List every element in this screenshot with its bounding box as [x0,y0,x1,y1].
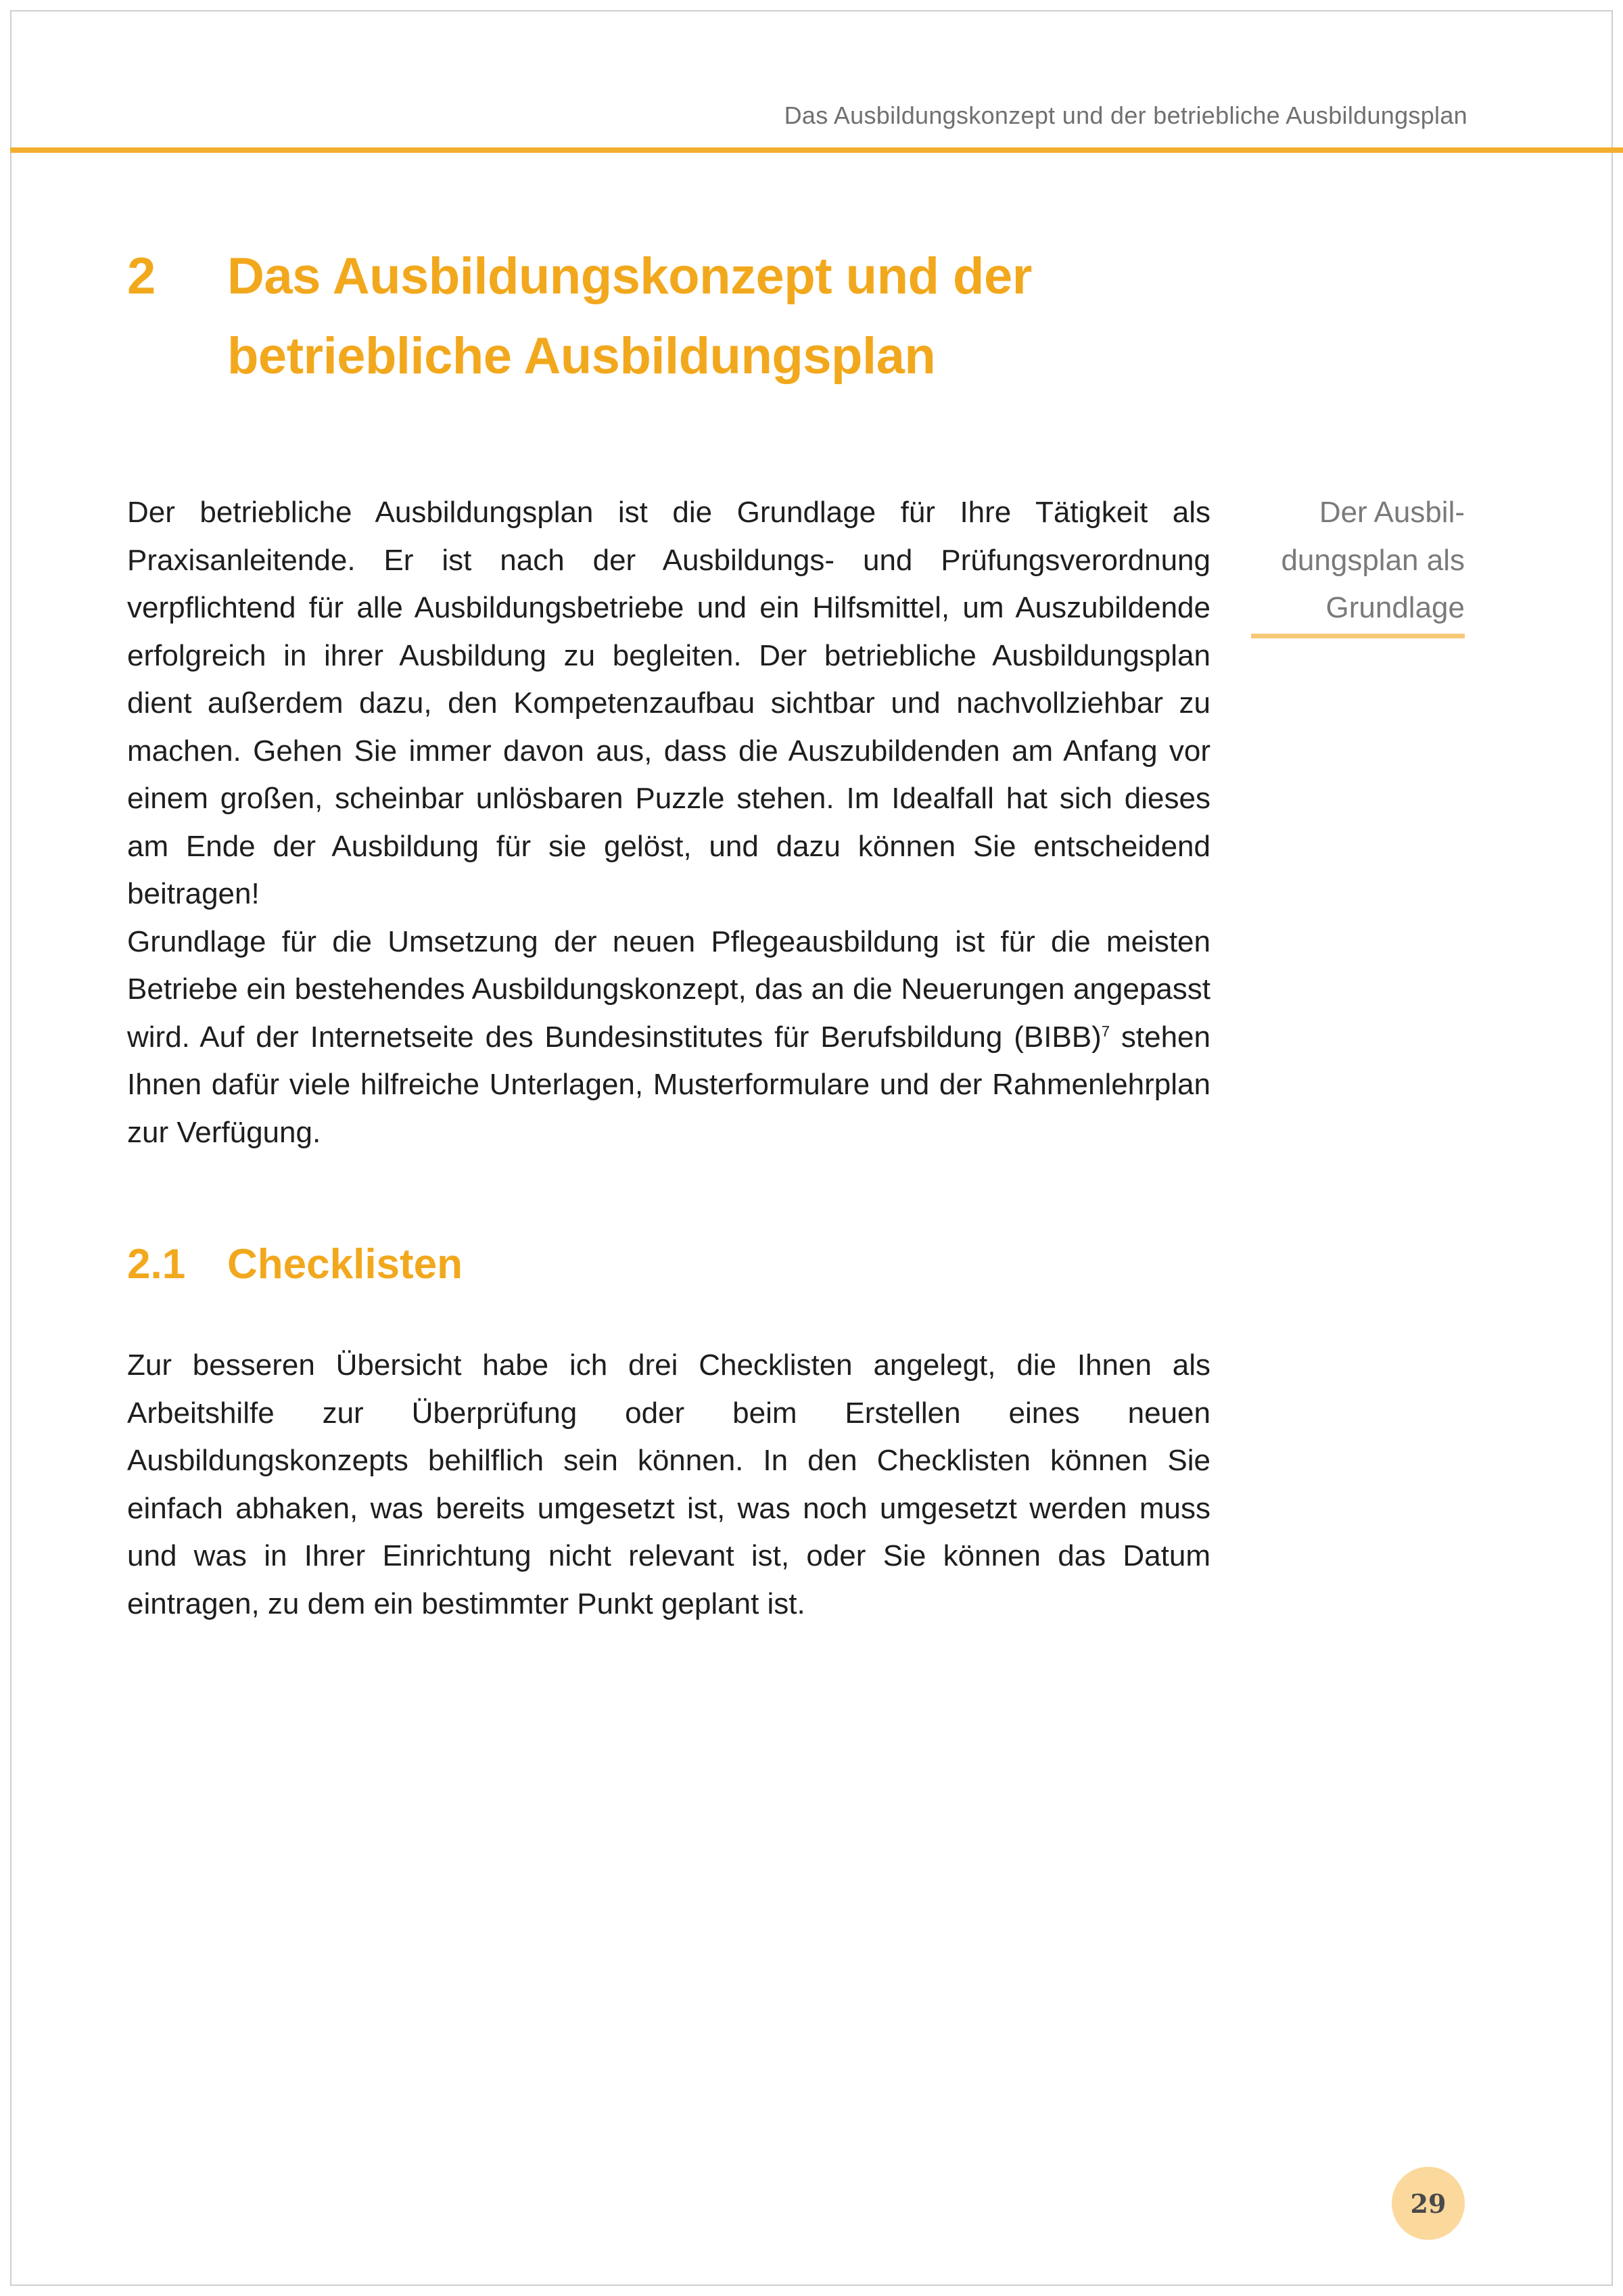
margin-note-line-3: Grundlage [1325,591,1465,624]
margin-note-line-2: dungsplan als [1281,543,1465,577]
chapter-title [227,237,1242,396]
margin-note-line-1: Der Ausbil- [1319,496,1465,529]
margin-note-rule [1251,634,1465,638]
paragraph-2-text-end: stehen Ihnen dafür viele hilfreiche Unterlagen, Musterformulare und der Rahmenlehrplan zur Verfügung. [127,1020,1210,1149]
section-number: 2.1 [127,1241,186,1288]
body-paragraph-1 [127,489,1210,1156]
body-paragraph-3 [127,1342,1210,1628]
running-header: Das Ausbildungskonzept und der betriebliche Ausbildungsplan [784,101,1467,129]
page-number-badge: 29 [1392,2167,1465,2240]
chapter-title-line-1: Das Ausbildungskonzept und der [227,248,1032,305]
paragraph-1-text: Der betriebliche Ausbildungsplan ist die Grundlage für Ihre Tätigkeit als Praxisanleitende. Er ist nach der Ausbildungs- und Prüfungsverordnung verpflichtend für alle Ausbildungsbetriebe und ein Hilfsmittel, um Auszubildende erfolgreich in ihrer Ausbildung zu begleiten. Der betriebliche Ausbildungsplan dient außerdem dazu, den Kompetenzaufbau sichtbar und nachvollziehbar zu machen. Gehen Sie immer davon aus, dass die Auszubildenden am Anfang vor einem großen, scheinbar unlösbaren Puzzle stehen. Im Idealfall hat sich dieses am Ende der Ausbildung für sie gelöst, und dazu können Sie entscheidend beitragen! [127,496,1210,910]
footnote-reference[interactable]: 7 [1101,1022,1110,1039]
margin-note [1251,489,1465,632]
chapter-title-line-2: betriebliche Ausbildungsplan [227,327,936,385]
header-rule [10,147,1623,153]
section-title: Checklisten [227,1241,463,1288]
paragraph-2 [127,918,1210,1157]
chapter-number: 2 [127,248,156,305]
paragraph-2-text-start: Grundlage für die Umsetzung der neuen Pflegeausbildung ist für die meisten Betriebe ein bestehendes Ausbildungskonzept, das an die Neuerungen angepasst wird. Auf der Internetseite des Bundesinstitutes für Berufsbildung (BIBB) [127,924,1210,1054]
paragraph-3-text: Zur besseren Übersicht habe ich drei Checklisten angelegt, die Ihnen als Arbeitshilfe zur Überprüfung oder beim Erstellen eines neuen Ausbildungskonzepts behilflich sein können. In den Checklisten können Sie einfach abhaken, was bereits umgesetzt ist, was noch umgesetzt werden muss und was in Ihrer Einrichtung nicht relevant ist, oder Sie können das Datum eintragen, zu dem ein bestimmter Punkt geplant ist. [127,1349,1210,1620]
